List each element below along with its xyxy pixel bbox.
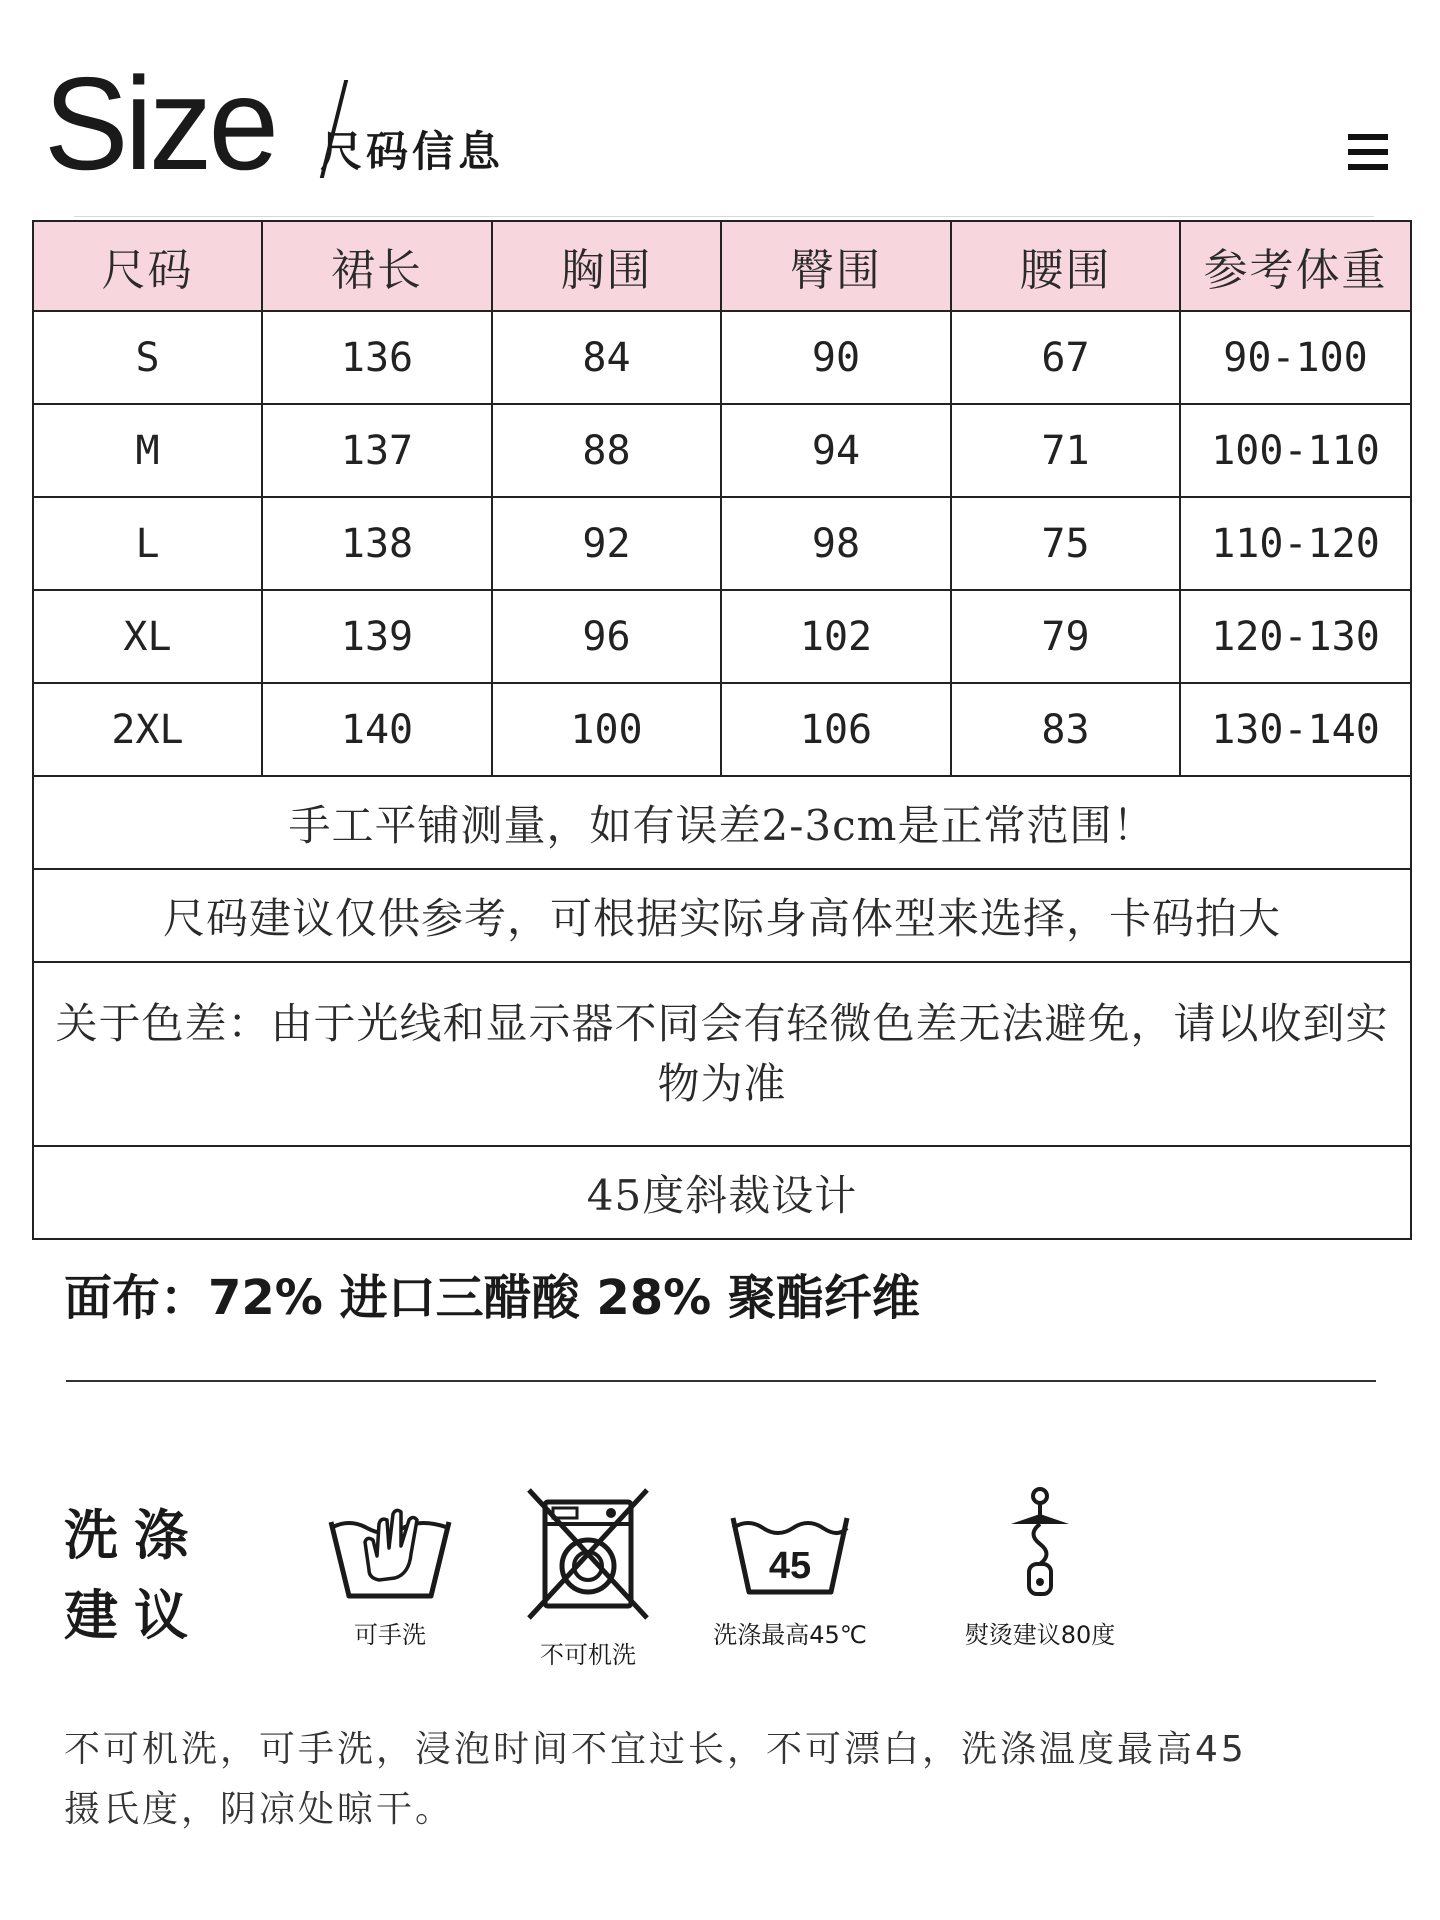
table-cell: 90-100: [1180, 311, 1411, 404]
wash-45-icon: [725, 1484, 855, 1604]
table-cell: 120-130: [1180, 590, 1411, 683]
table-cell: 102: [721, 590, 951, 683]
care-instructions: 不可机洗，可手洗，浸泡时间不宜过长，不可漂白，洗涤温度最高45摄氏度，阴凉处晾干。: [64, 1729, 1247, 1830]
table-note-row: [33, 869, 1411, 962]
page-header: [44, 50, 1396, 197]
table-cell: 83: [951, 683, 1180, 776]
table-cell: S: [33, 311, 262, 404]
column-header-weight: 参考体重: [1180, 221, 1411, 311]
page-title: Size: [44, 50, 276, 197]
table-cell: 138: [262, 497, 492, 590]
table-cell: 90: [721, 311, 951, 404]
table-cell: 139: [262, 590, 492, 683]
table-cell: 110-120: [1180, 497, 1411, 590]
care-item-no-machine-wash: [488, 1484, 688, 1670]
care-item-wash-temperature: [690, 1484, 890, 1650]
table-cell: 140: [262, 683, 492, 776]
table-cell: 100: [492, 683, 721, 776]
table-header-row: [33, 221, 1411, 311]
table-cell: 94: [721, 404, 951, 497]
hand-wash-icon: [325, 1484, 455, 1604]
care-item-hand-wash: [290, 1484, 490, 1650]
page-subtitle: 尺码信息: [320, 127, 505, 176]
table-cell: 137: [262, 404, 492, 497]
fabric-composition: 面布：72% 进口三醋酸 28% 聚酯纤维: [64, 1270, 920, 1326]
table-row: [33, 497, 1411, 590]
table-cell: 88: [492, 404, 721, 497]
column-header-waist: 腰围: [951, 221, 1180, 311]
care-label: 熨烫建议80度: [964, 1621, 1116, 1649]
table-cell: 84: [492, 311, 721, 404]
table-row: [33, 590, 1411, 683]
table-cell: XL: [33, 590, 262, 683]
table-cell: 98: [721, 497, 951, 590]
table-cell: 79: [951, 590, 1180, 683]
care-item-ironing: [940, 1484, 1140, 1650]
table-cell: 96: [492, 590, 721, 683]
table-cell: 92: [492, 497, 721, 590]
table-cell: 67: [951, 311, 1180, 404]
table-cell: M: [33, 404, 262, 497]
care-title-line: 洗涤: [64, 1504, 204, 1567]
care-label: 洗涤最高45℃: [713, 1621, 867, 1649]
header-divider: [74, 216, 1374, 217]
table-note-row: [33, 962, 1411, 1146]
care-title-line: 建议: [64, 1584, 204, 1647]
color-difference-note: 关于色差：由于光线和显示器不同会有轻微色差无法避免，请以收到实物为准: [33, 962, 1411, 1146]
wash-temperature-text: 45: [768, 1545, 812, 1587]
column-header-bust: 胸围: [492, 221, 721, 311]
bias-cut-note: 45度斜裁设计: [33, 1146, 1411, 1239]
table-cell: 130-140: [1180, 683, 1411, 776]
column-header-hip: 臀围: [721, 221, 951, 311]
column-header-size: 尺码: [33, 221, 262, 311]
table-row: [33, 404, 1411, 497]
care-label: 可手洗: [354, 1621, 426, 1649]
no-machine-wash-icon: [523, 1484, 653, 1624]
table-cell: L: [33, 497, 262, 590]
care-label: 不可机洗: [540, 1641, 636, 1669]
table-cell: 106: [721, 683, 951, 776]
care-title: [64, 1496, 204, 1656]
table-row: [33, 311, 1411, 404]
size-advice-note: 尺码建议仅供参考，可根据实际身高体型来选择，卡码拍大: [33, 869, 1411, 962]
table-cell: 100-110: [1180, 404, 1411, 497]
column-header-length: 裙长: [262, 221, 492, 311]
table-cell: 136: [262, 311, 492, 404]
iron-icon: [985, 1484, 1095, 1604]
table-note-row: [33, 776, 1411, 869]
size-table: [32, 220, 1412, 1240]
measurement-note: 手工平铺测量，如有误差2-3cm是正常范围！: [33, 776, 1411, 869]
section-divider: [66, 1380, 1376, 1382]
menu-icon[interactable]: [1348, 132, 1388, 172]
table-row: [33, 683, 1411, 776]
table-cell: 71: [951, 404, 1180, 497]
table-cell: 2XL: [33, 683, 262, 776]
table-cell: 75: [951, 497, 1180, 590]
table-note-row: [33, 1146, 1411, 1239]
